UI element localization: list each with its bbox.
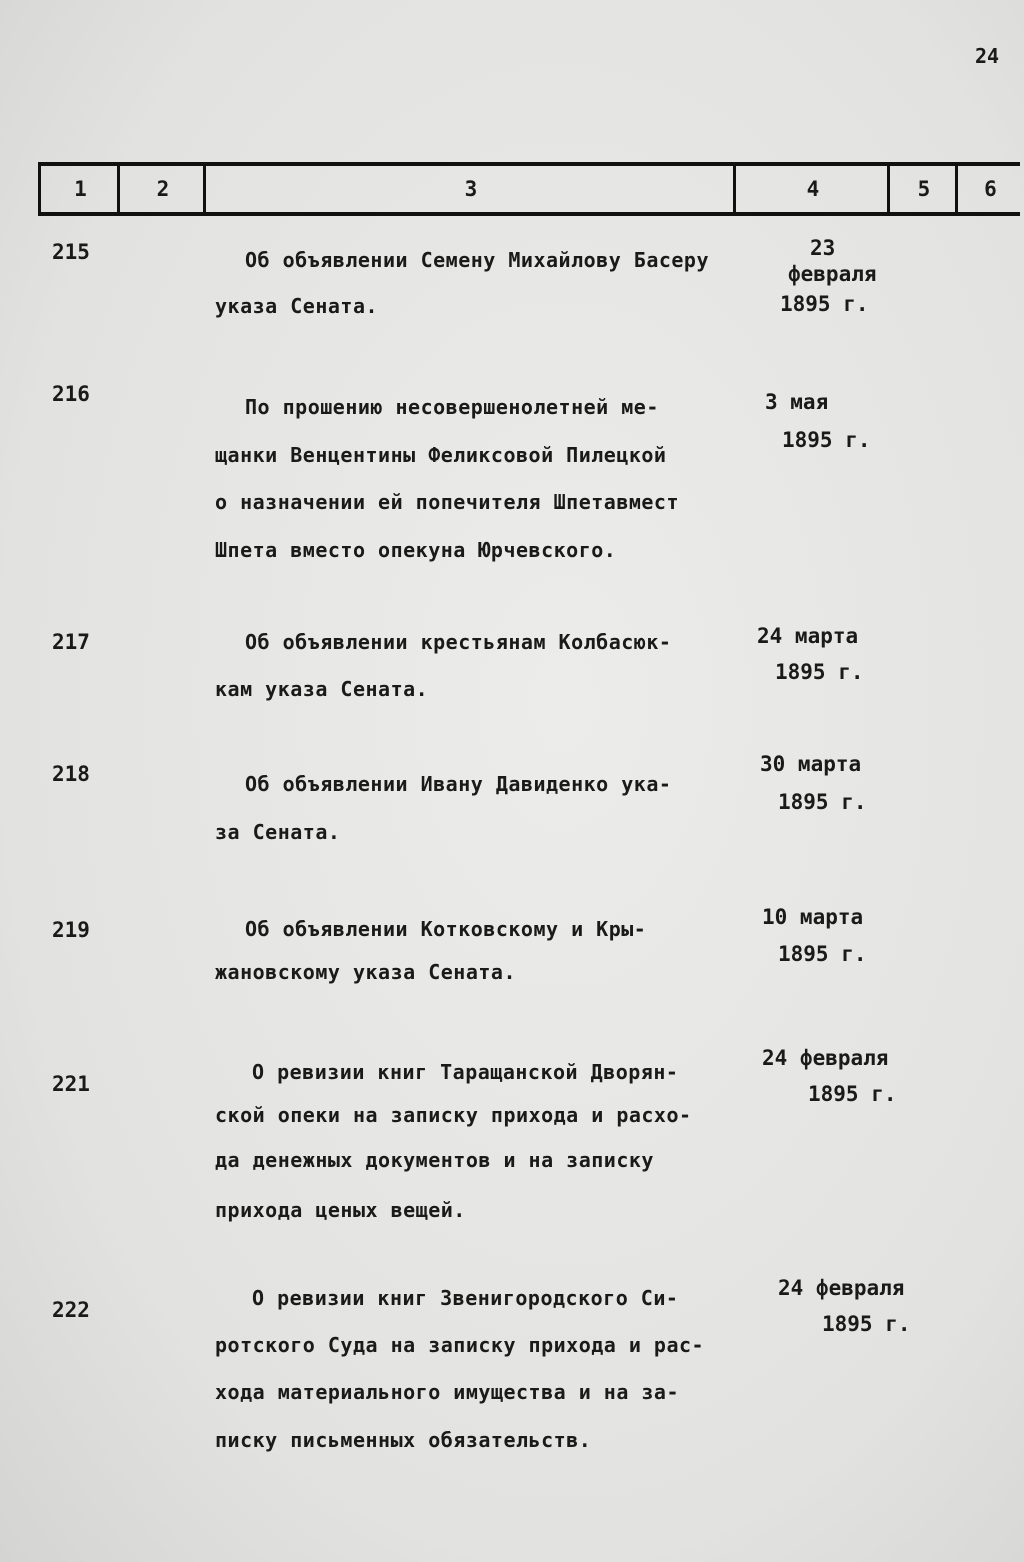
entry-text-line: писку письменных обязательств.: [215, 1428, 592, 1452]
entry-text-line: ротского Суда на записку прихода и рас-: [215, 1333, 705, 1357]
entry-text-line: о назначении ей попечителя Шпетавмест: [215, 490, 680, 514]
entry-date: 24 февраля: [762, 1046, 889, 1070]
entry-text-line: да денежных документов и на записку: [215, 1148, 654, 1172]
entry-text-line: О ревизии книг Звенигородского Си-: [252, 1286, 679, 1310]
entry-text-line: Об объявлении Котковскому и Кры-: [245, 917, 647, 941]
entry-text-line: ской опеки на записку прихода и расхо-: [215, 1103, 692, 1127]
entry-date: 1895 г.: [808, 1082, 897, 1106]
page-number: 24: [975, 44, 1000, 68]
table-header: [38, 162, 1020, 216]
entry-text-line: щанки Венцентины Феликсовой Пилецкой: [215, 443, 667, 467]
header-column-4: 4: [733, 166, 890, 212]
header-column-1: 1: [38, 166, 120, 212]
entry-date: 3 мая: [765, 390, 829, 414]
entry-date: 1895 г.: [778, 790, 867, 814]
entry-number: 222: [52, 1298, 90, 1322]
entry-text-line: Шпета вместо опекуна Юрчевского.: [215, 538, 617, 562]
entry-text-line: О ревизии книг Таращанской Дворян-: [252, 1060, 679, 1084]
entry-date: 24 февраля: [778, 1276, 905, 1300]
entry-number: 221: [52, 1072, 90, 1096]
entry-date: 1895 г.: [780, 292, 869, 316]
entry-date: 23: [810, 236, 836, 260]
entry-number: 215: [52, 240, 90, 264]
entry-date: 1895 г.: [822, 1312, 911, 1336]
entry-text-line: Об объявлении Семену Михайлову Басеру: [245, 248, 710, 272]
entry-number: 219: [52, 918, 90, 942]
entry-date: 1895 г.: [775, 660, 864, 684]
entry-number: 218: [52, 762, 90, 786]
entry-date: 10 марта: [762, 905, 864, 929]
entry-text-line: указа Сената.: [215, 294, 379, 318]
header-column-5: 5: [887, 166, 958, 212]
entry-date: февраля: [788, 262, 877, 286]
header-column-2: 2: [117, 166, 206, 212]
header-column-3: 3: [203, 166, 736, 212]
entry-text-line: жановскому указа Сената.: [215, 960, 516, 984]
entry-text-line: кам указа Сената.: [215, 677, 429, 701]
entry-date: 24 марта: [757, 624, 859, 648]
entry-number: 216: [52, 382, 90, 406]
entry-text-line: Об объявлении крестьянам Колбасюк-: [245, 630, 672, 654]
entry-date: 1895 г.: [782, 428, 871, 452]
header-column-6: 6: [955, 166, 1023, 212]
entry-text-line: хода материального имущества и на за-: [215, 1380, 680, 1404]
entry-date: 1895 г.: [778, 942, 867, 966]
entry-text-line: Об объявлении Ивану Давиденко ука-: [245, 772, 672, 796]
entry-date: 30 марта: [760, 752, 862, 776]
entry-text-line: По прошению несовершенолетней ме-: [245, 395, 659, 419]
entry-number: 217: [52, 630, 90, 654]
entry-text-line: прихода ценых вещей.: [215, 1198, 466, 1222]
entry-text-line: за Сената.: [215, 820, 341, 844]
